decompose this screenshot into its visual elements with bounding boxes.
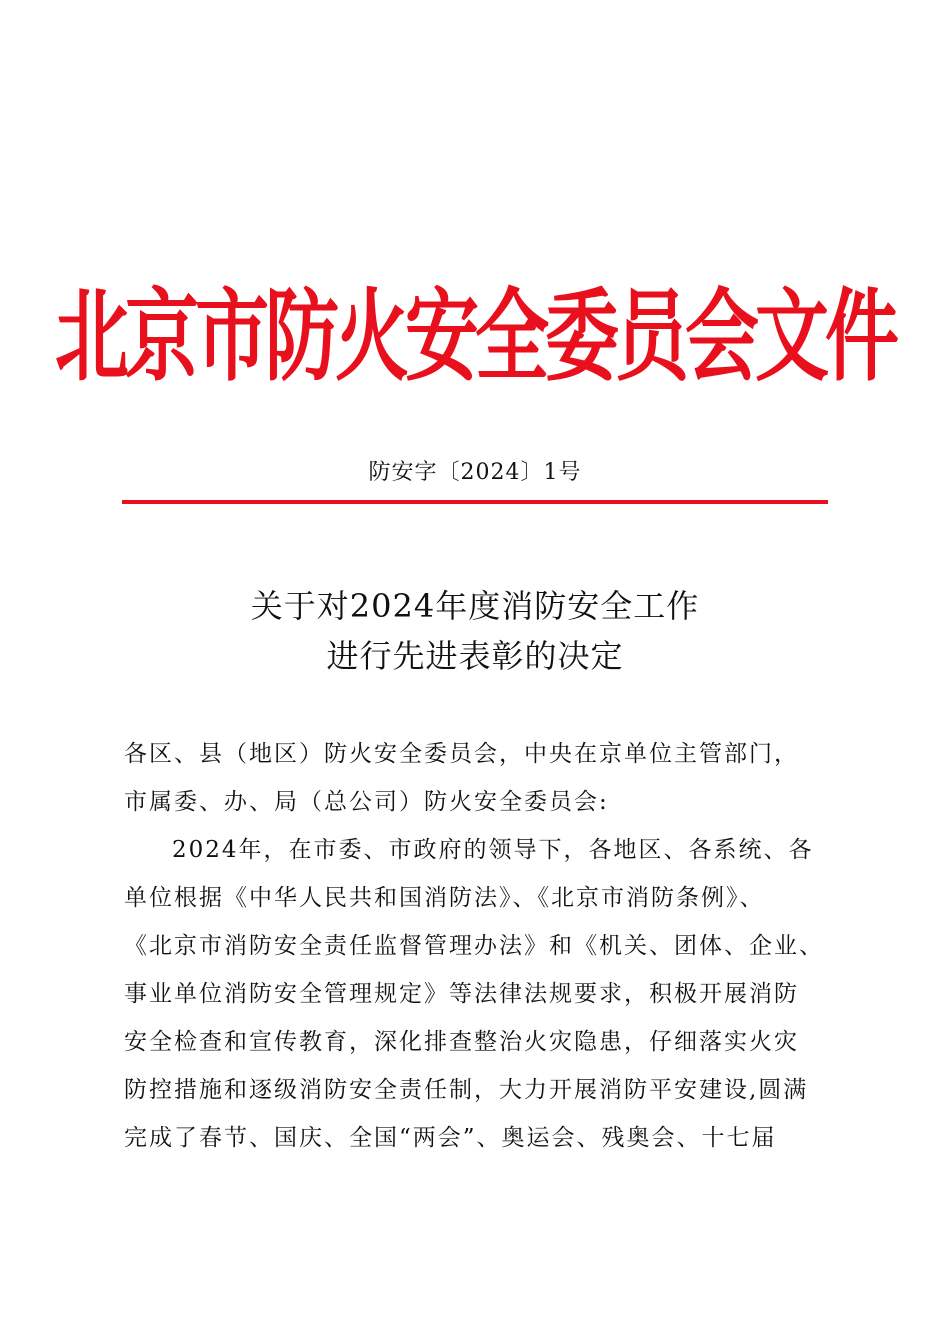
body-line-4: 事业单位消防安全管理规定》等法律法规要求，积极开展消防 bbox=[124, 981, 799, 1007]
document-title-line-1: 关于对2024年度消防安全工作 bbox=[250, 587, 700, 625]
masthead-title: 北京市防火安全委员会文件 bbox=[55, 278, 895, 396]
body-line-6: 防控措施和逐级消防安全责任制，大力开展消防平安建设,圆满 bbox=[124, 1077, 809, 1103]
salutation-line-1: 各区、县（地区）防火安全委员会，中央在京单位主管部门， bbox=[124, 741, 799, 767]
document-number: 防安字〔2024〕1号 bbox=[368, 460, 582, 485]
body-line-3: 《北京市消防安全责任监督管理办法》和《机关、团体、企业、 bbox=[124, 933, 824, 959]
red-divider bbox=[122, 500, 828, 504]
body-line-2: 单位根据《中华人民共和国消防法》、《北京市消防条例》、 bbox=[124, 885, 765, 911]
salutation-line-2: 市属委、办、局（总公司）防火安全委员会: bbox=[124, 789, 609, 815]
document-title-line-2: 进行先进表彰的决定 bbox=[326, 637, 624, 675]
body-line-1: 2024年，在市委、市政府的领导下，各地区、各系统、各 bbox=[172, 837, 814, 863]
body-line-7: 完成了春节、国庆、全国“两会”、奥运会、残奥会、十七届 bbox=[124, 1125, 777, 1151]
body-line-5: 安全检查和宣传教育，深化排查整治火灾隐患，仔细落实火灾 bbox=[124, 1029, 799, 1055]
